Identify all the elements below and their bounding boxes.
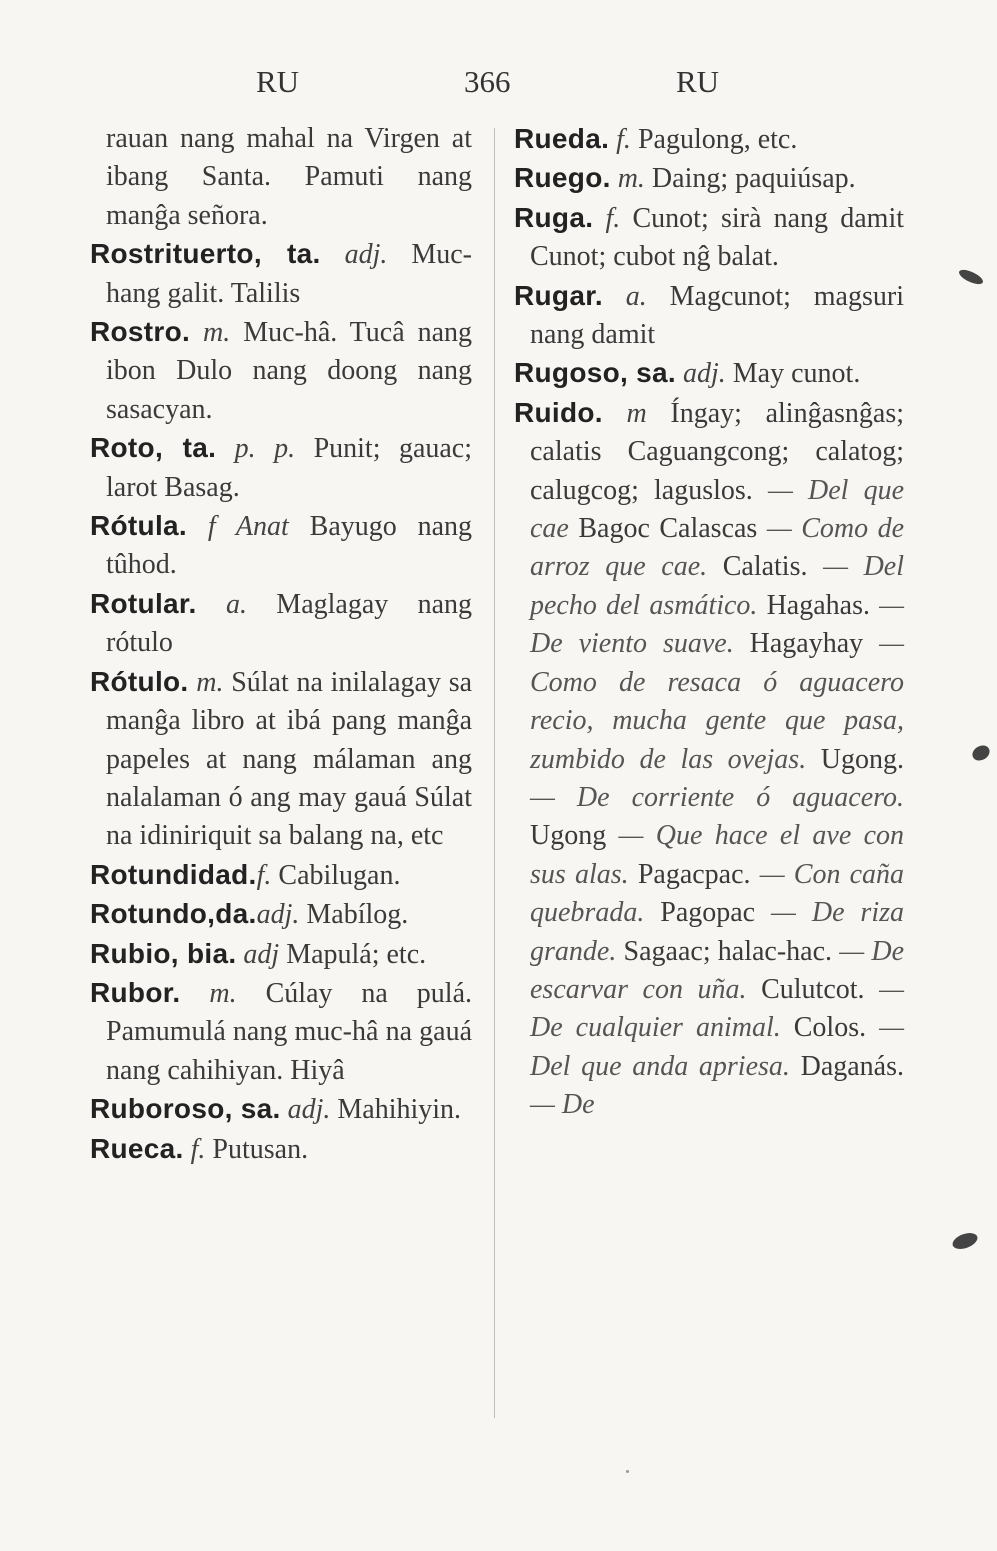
- left-column: [90, 120, 472, 1169]
- entry-headword: Ruego.: [514, 162, 611, 194]
- ruido-context: — De: [530, 1089, 595, 1121]
- entry-grammar: a.: [225, 588, 247, 620]
- entry-definition: Mahihiyin.: [337, 1094, 462, 1126]
- scan-speck: [970, 742, 993, 763]
- entry-definition: Putusan.: [212, 1133, 309, 1165]
- dictionary-entry: [90, 120, 472, 235]
- dictionary-entry: [514, 159, 904, 198]
- ruido-sense: Hagahas.: [766, 589, 870, 621]
- ruido-sense: Hagayhay: [749, 628, 864, 660]
- entry-headword: Rotundo,da.: [90, 898, 257, 930]
- dictionary-entry: [514, 394, 904, 1125]
- entry-definition: Magcunot; magsuri nang damit: [530, 280, 904, 351]
- ruido-context: — Del que cae: [530, 474, 904, 545]
- entry-grammar: f Anat: [207, 511, 289, 543]
- ruido-sense: Bagoc Calascas: [578, 513, 758, 545]
- ruido-sense: Culutcot.: [761, 973, 865, 1005]
- dictionary-entry: [514, 277, 904, 355]
- dictionary-entry: [90, 1090, 472, 1129]
- ruido-sense: Ugong.: [820, 743, 905, 775]
- dictionary-entry: [90, 313, 472, 429]
- entry-definition: May cunot.: [732, 358, 861, 390]
- entry-headword: Rotular.: [90, 587, 197, 619]
- entry-headword: Rótula.: [90, 510, 187, 542]
- ruido-context: — Que hace el ave con sus alas.: [530, 820, 904, 890]
- ruido-context: — Del pecho del asmático.: [530, 551, 904, 621]
- page-header: [0, 64, 997, 108]
- ruido-sense: Calatis.: [722, 551, 808, 583]
- column-divider: [494, 128, 495, 1418]
- ruido-context: — De viento suave.: [530, 589, 905, 660]
- entry-definition: Súlat na inilalagay sa manĝa libro at ibá pang manĝa papeles at nang málaman ang nalalaman ó ang may gauá Súlat na idiniriquit sa balang na, etc: [106, 666, 473, 852]
- dictionary-entry: [90, 935, 472, 974]
- ruido-context: — Del que anda apriesa.: [530, 1012, 904, 1082]
- dictionary-entry: [514, 120, 904, 159]
- dictionary-entry: [90, 429, 472, 507]
- scan-speck: [626, 1470, 629, 1473]
- entry-grammar: m.: [617, 163, 645, 195]
- dictionary-entry: [514, 199, 904, 277]
- entry-grammar: m.: [203, 317, 231, 349]
- entry-grammar: adj.: [683, 358, 726, 390]
- scan-speck: [950, 1230, 979, 1252]
- entry-definition: Mapulá; etc.: [286, 938, 427, 970]
- ruido-sense: Sagaac; halac-hac.: [623, 935, 833, 967]
- dictionary-entry: [90, 507, 472, 585]
- entry-headword: Rostro.: [90, 316, 191, 348]
- entry-grammar: m: [626, 397, 647, 429]
- right-column: [514, 120, 904, 1125]
- ruido-sense: Pagopac: [660, 897, 756, 929]
- dictionary-entry: [90, 895, 472, 934]
- ruido-sense: Pagacpac.: [637, 858, 751, 890]
- entry-grammar: adj.: [256, 899, 300, 931]
- entry-definition: Daing; paquiúsap.: [651, 163, 856, 195]
- entry-grammar: f.: [190, 1133, 206, 1165]
- dictionary-entry: [90, 974, 472, 1090]
- entry-grammar: adj: [243, 938, 280, 970]
- entry-grammar: f.: [256, 859, 272, 891]
- entry-headword: Rotundidad.: [90, 858, 257, 890]
- ruido-sense: Ugong: [530, 820, 607, 852]
- entry-headword: Roto, ta.: [90, 432, 217, 464]
- entry-grammar: adj.: [287, 1094, 331, 1126]
- entry-grammar: f.: [605, 202, 621, 234]
- entry-headword: Rostrituerto, ta.: [90, 238, 321, 270]
- entry-definition: Punit; gauac; larot Basag.: [106, 433, 473, 503]
- entry-headword: Rueda.: [514, 123, 610, 154]
- scan-speck: [957, 267, 985, 287]
- entry-definition: Muc-hâ. Tucâ nang ibon Dulo nang doong nang sasacyan.: [106, 317, 472, 425]
- entry-definition: Muc-hang galit. Talilis: [106, 239, 472, 309]
- ruido-context: — De escarvar con uña.: [530, 935, 904, 1005]
- dictionary-entry: [90, 663, 472, 856]
- ruido-context: — De riza grande.: [530, 897, 904, 967]
- entry-grammar: f.: [616, 124, 631, 155]
- entry-headword: Rueca.: [90, 1132, 184, 1164]
- entry-definition: Pagulong, etc.: [637, 124, 798, 155]
- entry-definition: rauan nang mahal na Virgen at ibang Santa. Pamuti nang manĝa señora.: [106, 123, 472, 231]
- entry-definition: Cúlay na pulá. Pamumulá nang muc-hâ na gauá nang cahihiyan. Hiyâ: [106, 977, 473, 1086]
- entry-headword: Ruboroso, sa.: [90, 1093, 281, 1125]
- dictionary-entry: [90, 235, 472, 313]
- dictionary-entry: [514, 354, 904, 393]
- entry-grammar: m.: [209, 977, 237, 1009]
- dictionary-entry: [90, 1130, 472, 1169]
- entry-definition: Bayugo nang tûhod.: [106, 511, 473, 581]
- entry-definition: Cabilugan.: [278, 859, 401, 891]
- entry-headword: Rótulo.: [90, 665, 189, 697]
- entry-grammar: m.: [196, 666, 224, 698]
- dictionary-entry: [90, 585, 472, 663]
- entry-headword: Rugoso, sa.: [514, 357, 676, 389]
- entry-definition: Mabílog.: [306, 899, 409, 931]
- ruido-sense: Daganás.: [800, 1050, 904, 1082]
- ruido-context: — De corriente ó aguacero.: [530, 781, 904, 813]
- ruido-sense: Íngay; alinĝasnĝas; calatis Caguangcong; calatog; calugcog; laguslos.: [530, 397, 904, 506]
- entry-definition: Cunot; sirà nang damit Cunot; cubot nĝ balat.: [530, 202, 905, 273]
- entry-headword: Ruido.: [514, 396, 603, 428]
- ruido-context: — Con caña quebrada.: [530, 858, 905, 929]
- ruido-sense: Colos.: [793, 1012, 867, 1044]
- ruido-context: — De cualquier animal.: [530, 973, 905, 1044]
- entry-headword: Rubor.: [90, 976, 181, 1008]
- entry-headword: Rubio, bia.: [90, 937, 237, 969]
- entry-grammar: adj.: [344, 239, 388, 271]
- entry-headword: Ruga.: [514, 201, 594, 233]
- page-number: 366: [464, 64, 511, 99]
- entry-headword: Rugar.: [514, 279, 603, 311]
- ruido-context: — Como de resaca ó aguacero recio, mucha gente que pasa, zumbido de las ovejas.: [530, 628, 904, 775]
- header-right-guide: RU: [676, 64, 720, 99]
- ruido-context: — Como de arroz que cae.: [530, 513, 904, 583]
- header-left-guide: RU: [256, 64, 300, 99]
- entry-grammar: a.: [625, 280, 647, 312]
- entry-grammar: p. p.: [234, 433, 296, 465]
- entry-definition: Maglagay nang rótulo: [106, 588, 473, 659]
- dictionary-entry: [90, 856, 472, 895]
